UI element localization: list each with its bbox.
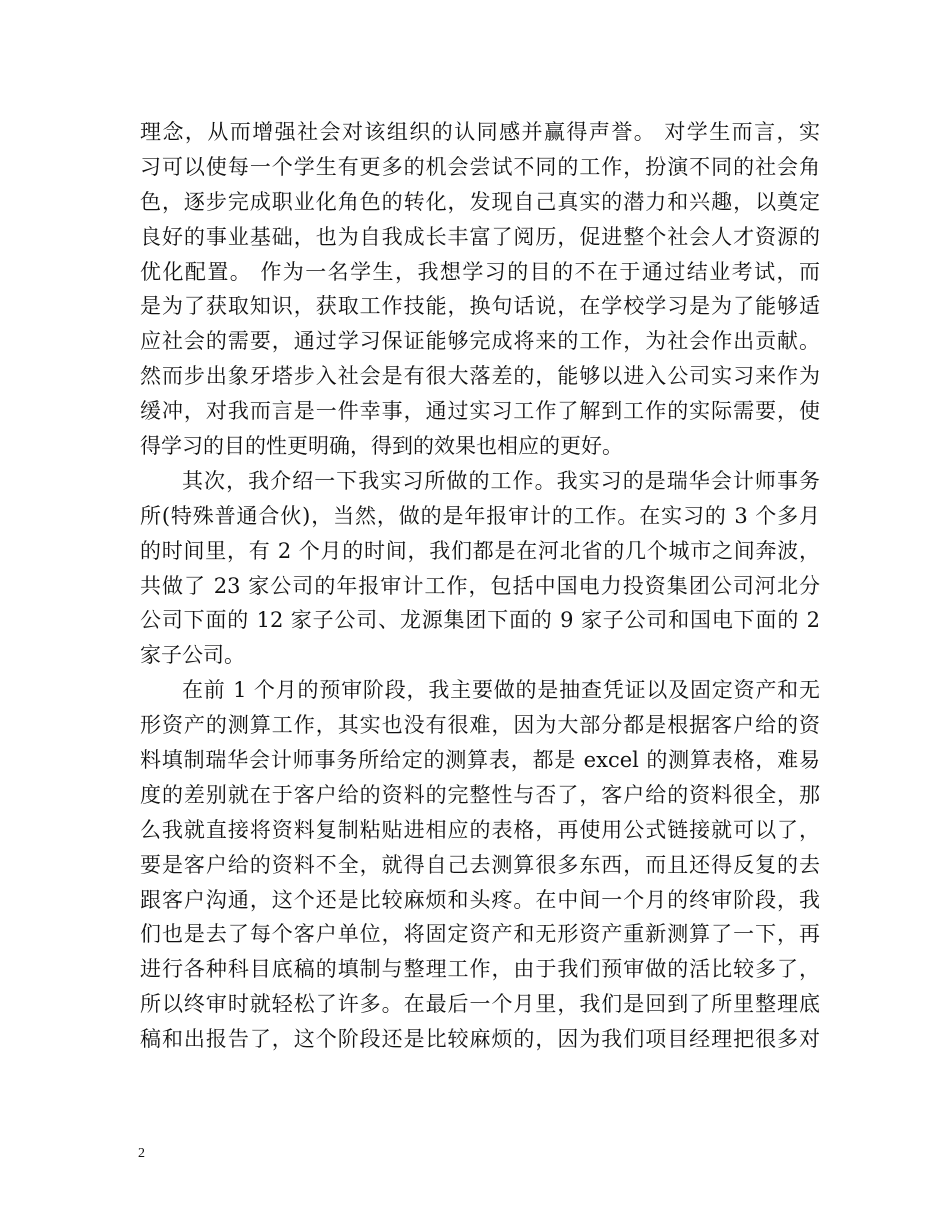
text-line: 的时间里，有 2 个月的时间，我们都是在河北省的几个城市之间奔波，: [140, 538, 820, 563]
text-line: 稿和出报告了，这个阶段还是比较麻烦的，因为我们项目经理把很多对: [140, 1027, 820, 1052]
text-line: 习可以使每一个学生有更多的机会尝试不同的工作，扮演不同的社会角: [140, 154, 820, 179]
text-line: 形资产的测算工作，其实也没有很难，因为大部分都是根据客户给的资: [140, 713, 820, 738]
body-text: [140, 115, 820, 1057]
text-line: 进行各种科目底稿的填制与整理工作，由于我们预审做的活比较多了，: [140, 957, 820, 982]
text-line: 们也是去了每个客户单位，将固定资产和无形资产重新测算了一下，再: [140, 922, 820, 947]
text-line: 得学习的目的性更明确，得到的效果也相应的更好。: [140, 434, 623, 459]
text-line: 色，逐步完成职业化角色的转化，发现自己真实的潜力和兴趣，以奠定: [140, 189, 820, 214]
text-line: 家子公司。: [140, 643, 245, 668]
text-line: 良好的事业基础，也为自我成长丰富了阅历，促进整个社会人才资源的: [140, 224, 820, 249]
text-line: 度的差别就在于客户给的资料的完整性与否了，客户给的资料很全，那: [140, 782, 820, 807]
text-line: 优化配置。 作为一名学生，我想学习的目的不在于通过结业考试，而: [140, 259, 820, 284]
text-line: 缓冲，对我而言是一件幸事，通过实习工作了解到工作的实际需要，使: [140, 399, 820, 424]
paragraph-first-line: 在前 1 个月的预审阶段，我主要做的是抽查凭证以及固定资产和无: [182, 678, 820, 703]
text-line: 理念，从而增强社会对该组织的认同感并赢得声誉。 对学生而言，实: [140, 120, 820, 144]
text-line: 要是客户给的资料不全，就得自己去测算很多东西，而且还得反复的去: [140, 852, 820, 877]
page-number: 2: [138, 1146, 145, 1161]
text-line: 么我就直接将资料复制粘贴进相应的表格，再使用公式链接就可以了，: [140, 817, 820, 842]
paragraph-first-line: 其次，我介绍一下我实习所做的工作。我实习的是瑞华会计师事务: [182, 468, 820, 493]
text-line: 所(特殊普通合伙)，当然，做的是年报审计的工作。在实习的 3 个多月: [140, 503, 820, 528]
text-line: 公司下面的 12 家子公司、龙源集团下面的 9 家子公司和国电下面的 2: [140, 608, 820, 633]
text-line: 所以终审时就轻松了许多。在最后一个月里，我们是回到了所里整理底: [140, 992, 820, 1017]
text-line: 共做了 23 家公司的年报审计工作，包括中国电力投资集团公司河北分: [140, 573, 820, 598]
text-line: 跟客户沟通，这个还是比较麻烦和头疼。在中间一个月的终审阶段，我: [140, 887, 820, 912]
text-line: 料填制瑞华会计师事务所给定的测算表，都是 excel 的测算表格，难易: [140, 748, 820, 773]
text-line: 应社会的需要，通过学习保证能够完成将来的工作，为社会作出贡献。: [140, 329, 820, 354]
text-line: 是为了获取知识，获取工作技能，换句话说，在学校学习是为了能够适: [140, 294, 820, 319]
text-line: 然而步出象牙塔步入社会是有很大落差的，能够以进入公司实习来作为: [140, 364, 820, 389]
